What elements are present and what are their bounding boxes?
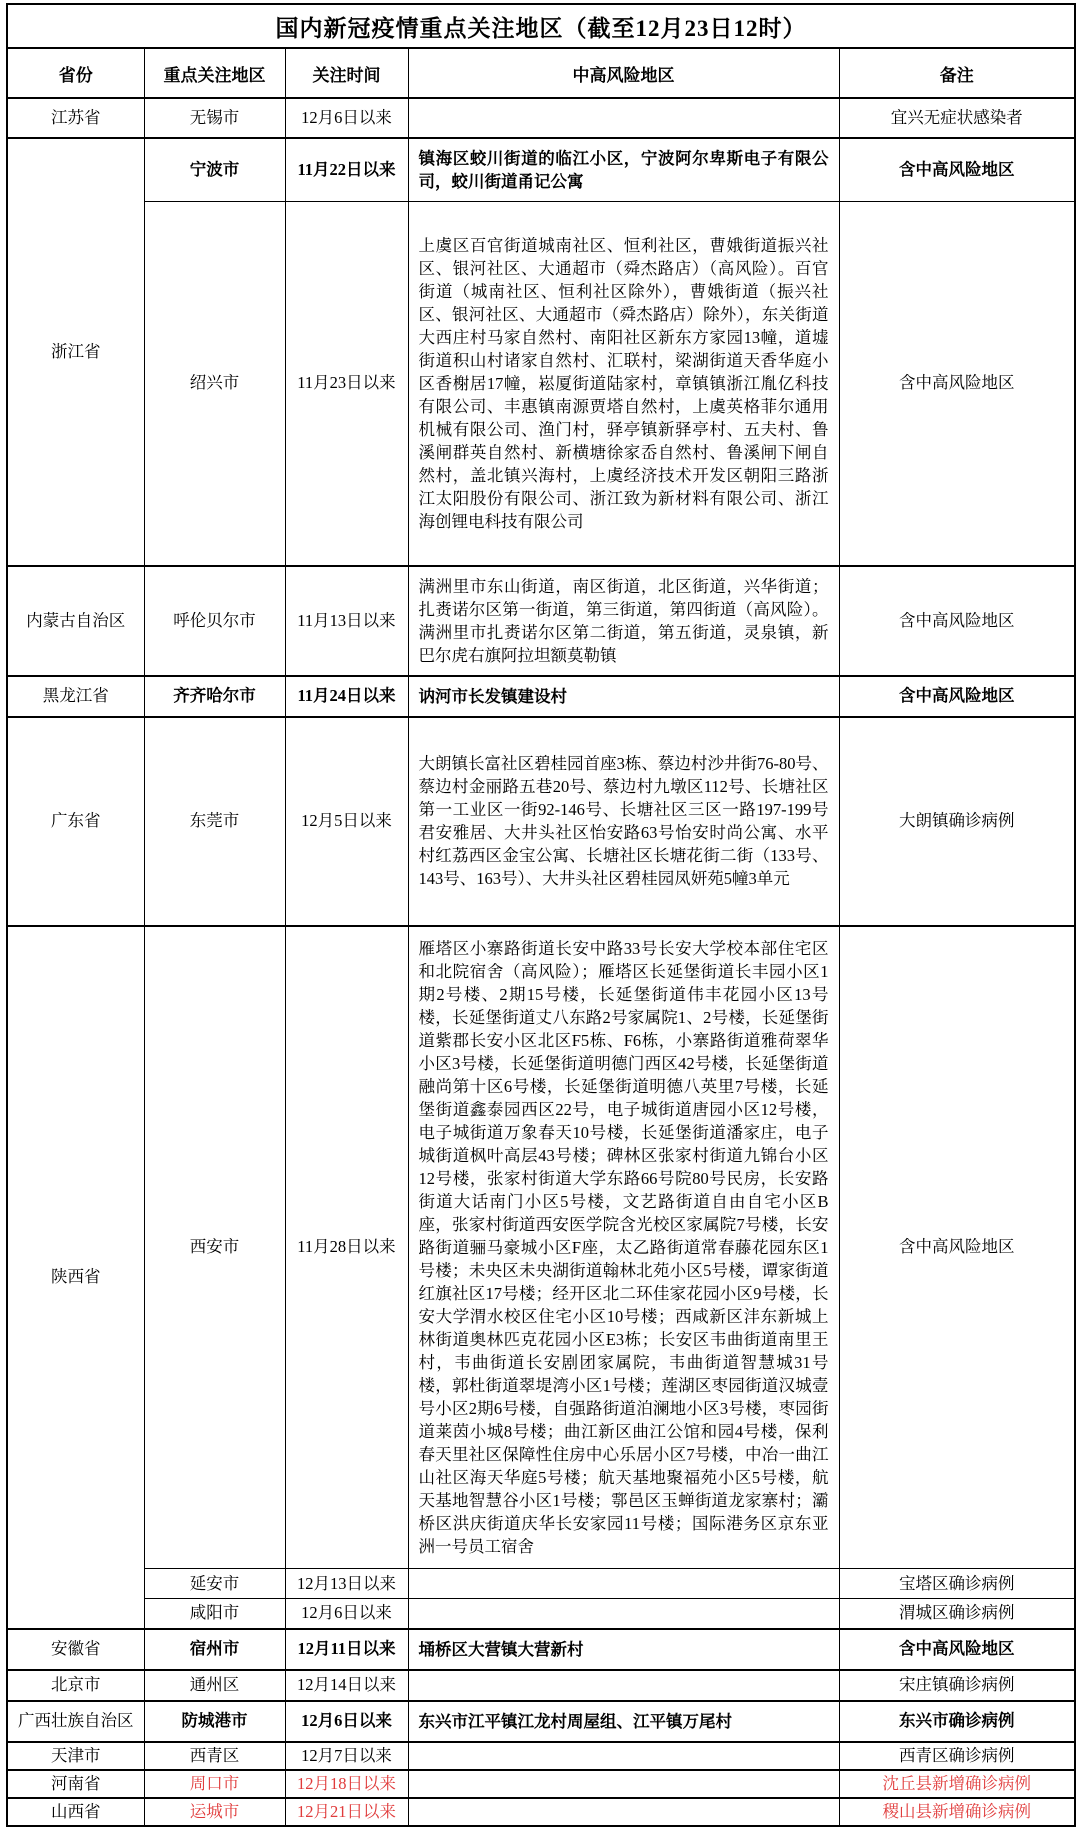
table-row (7, 1629, 1075, 1670)
table-row (7, 138, 1075, 202)
risk-areas-cell: 埇桥区大营镇大营新村 (408, 1629, 839, 1670)
risk-areas-cell: 大朗镇长富社区碧桂园首座3栋、蔡边村沙井街76-80号、蔡边村金丽路五巷20号、蔡边村九墩区112号、长塘社区第一工业区一街92-146号、长塘社区三区一路197-199号君安雅居、大井头社区怡安路63号怡安时尚公寓、水平村红荔西区金宝公寓、长塘社区长塘花街二街（133号、143号、163号）、大井头社区碧桂园凤妍苑5幢3单元 (408, 717, 839, 926)
risk-areas-cell (408, 1742, 839, 1770)
since-cell: 12月7日以来 (285, 1742, 408, 1770)
risk-areas-cell: 上虞区百官街道城南社区、恒利社区，曹娥街道振兴社区、银河社区、大通超市（舜杰路店）（高风险）。百官街道（城南社区、恒利社区除外），曹娥街道（振兴社区、银河社区、大通超市（舜杰路店）除外），东关街道大西庄村马家自然村、南阳社区新东方家园13幢，道墟街道积山村诸家自然村、汇联村，梁湖街道天香华庭小区香榭居17幢，崧厦街道陆家村，章镇镇浙江胤亿科技有限公司、丰惠镇南源贾塔自然村，上虞英格菲尔通用机械有限公司、渔门村，驿亭镇新驿亭村、五夫村、鲁溪闸群英自然村、新横塘徐家岙自然村、鲁溪闸下闸自然村，盖北镇兴海村，上虞经济技术开发区朝阳三路浙江太阳股份有限公司、浙江致为新材料有限公司、浙江海创锂电科技有限公司 (408, 202, 839, 566)
city-cell: 齐齐哈尔市 (144, 676, 285, 717)
note-cell: 含中高风险地区 (839, 138, 1075, 202)
since-cell: 11月13日以来 (285, 566, 408, 676)
covid-focus-table (6, 3, 1076, 1827)
risk-areas-cell: 讷河市长发镇建设村 (408, 676, 839, 717)
city-cell: 运城市 (144, 1798, 285, 1826)
note-cell: 含中高风险地区 (839, 676, 1075, 717)
province-cell: 广东省 (7, 717, 144, 926)
since-cell: 11月22日以来 (285, 138, 408, 202)
province-cell: 天津市 (7, 1742, 144, 1770)
risk-areas-cell (408, 1670, 839, 1701)
since-cell: 11月23日以来 (285, 202, 408, 566)
since-cell: 12月6日以来 (285, 1701, 408, 1742)
since-cell: 12月6日以来 (285, 98, 408, 138)
city-cell: 西青区 (144, 1742, 285, 1770)
table-row (7, 676, 1075, 717)
column-header-row (7, 48, 1075, 98)
table-row (7, 1670, 1075, 1701)
column-header-risk-areas: 中高风险地区 (408, 48, 839, 98)
since-cell: 12月5日以来 (285, 717, 408, 926)
table-row (7, 566, 1075, 676)
city-cell: 东莞市 (144, 717, 285, 926)
risk-areas-cell (408, 98, 839, 138)
table-row (7, 1798, 1075, 1826)
column-header-province: 省份 (7, 48, 144, 98)
city-cell: 西安市 (144, 926, 285, 1569)
since-cell: 12月14日以来 (285, 1670, 408, 1701)
since-cell: 12月6日以来 (285, 1599, 408, 1629)
city-cell: 延安市 (144, 1569, 285, 1599)
risk-areas-cell (408, 1770, 839, 1798)
since-cell: 12月13日以来 (285, 1569, 408, 1599)
note-cell: 宝塔区确诊病例 (839, 1569, 1075, 1599)
table-row (7, 1569, 1075, 1599)
column-header-note: 备注 (839, 48, 1075, 98)
note-cell: 沈丘县新增确诊病例 (839, 1770, 1075, 1798)
city-cell: 呼伦贝尔市 (144, 566, 285, 676)
note-cell: 大朗镇确诊病例 (839, 717, 1075, 926)
city-cell: 宁波市 (144, 138, 285, 202)
note-cell: 渭城区确诊病例 (839, 1599, 1075, 1629)
province-cell: 浙江省 (7, 138, 144, 566)
note-cell: 含中高风险地区 (839, 566, 1075, 676)
since-cell: 11月24日以来 (285, 676, 408, 717)
column-header-focus-time: 关注时间 (285, 48, 408, 98)
table-row (7, 98, 1075, 138)
risk-areas-cell: 满洲里市东山街道，南区街道，北区街道，兴华街道；扎赉诺尔区第一街道，第三街道，第四街道（高风险）。满洲里市扎赉诺尔区第二街道，第五街道，灵泉镇，新巴尔虎右旗阿拉坦额莫勒镇 (408, 566, 839, 676)
city-cell: 无锡市 (144, 98, 285, 138)
province-cell: 陕西省 (7, 926, 144, 1629)
note-cell: 宋庄镇确诊病例 (839, 1670, 1075, 1701)
table-row (7, 1701, 1075, 1742)
table-row (7, 1599, 1075, 1629)
risk-areas-cell (408, 1599, 839, 1629)
page-title: 国内新冠疫情重点关注地区（截至12月23日12时） (7, 4, 1075, 48)
risk-areas-cell: 东兴市江平镇江龙村周屋组、江平镇万尾村 (408, 1701, 839, 1742)
city-cell: 绍兴市 (144, 202, 285, 566)
province-cell: 广西壮族自治区 (7, 1701, 144, 1742)
note-cell: 稷山县新增确诊病例 (839, 1798, 1075, 1826)
since-cell: 11月28日以来 (285, 926, 408, 1569)
province-cell: 山西省 (7, 1798, 144, 1826)
table-row (7, 1742, 1075, 1770)
city-cell: 宿州市 (144, 1629, 285, 1670)
since-cell: 12月21日以来 (285, 1798, 408, 1826)
risk-areas-cell (408, 1569, 839, 1599)
note-cell: 宜兴无症状感染者 (839, 98, 1075, 138)
note-cell: 东兴市确诊病例 (839, 1701, 1075, 1742)
note-cell: 含中高风险地区 (839, 926, 1075, 1569)
province-cell: 内蒙古自治区 (7, 566, 144, 676)
note-cell: 含中高风险地区 (839, 202, 1075, 566)
note-cell: 西青区确诊病例 (839, 1742, 1075, 1770)
table-row (7, 926, 1075, 1569)
table-row (7, 717, 1075, 926)
province-cell: 黑龙江省 (7, 676, 144, 717)
province-cell: 河南省 (7, 1770, 144, 1798)
risk-areas-cell: 镇海区蛟川街道的临江小区，宁波阿尔卑斯电子有限公司，蛟川街道甬记公寓 (408, 138, 839, 202)
risk-areas-cell: 雁塔区小寨路街道长安中路33号长安大学校本部住宅区和北院宿舍（高风险）；雁塔区长延堡街道长丰园小区1期2号楼、2期15号楼，长延堡街道伟丰花园小区13号楼，长延堡街道丈八东路2号家属院1、2号楼，长延堡街道紫郡长安小区北区F5栋、F6栋，小寨路街道雅荷翠华小区3号楼，长延堡街道明德门西区42号楼，长延堡街道融尚第十区6号楼，长延堡街道明德八英里7号楼，长延堡街道鑫泰园西区22号，电子城街道唐园小区12号楼，电子城街道万象春天10号楼，长延堡街道潘家庄，电子城街道枫叶高层43号楼；碑林区张家村街道九锦台小区12号楼，张家村街道大学东路66号院80号民房，长安路街道大话南门小区5号楼，文艺路街道自由自宅小区B座，张家村街道西安医学院含光校区家属院7号楼，长安路街道骊马豪城小区F座，太乙路街道常春藤花园东区1号楼；未央区未央湖街道翰林北苑小区5号楼，谭家街道红旗社区17号楼；经开区北二环佳家花园小区9号楼，长安大学渭水校区住宅小区10号楼；西咸新区沣东新城上林街道奥林匹克花园小区E3栋；长安区韦曲街道南里王村，韦曲街道长安剧团家属院，韦曲街道智慧城31号楼，郭杜街道翠堤湾小区1号楼；莲湖区枣园街道汉城壹号小区2期6号楼，自强路街道泊澜地小区3号楼，枣园街道莱茵小城8号楼；曲江新区曲江公馆和园4号楼，保利春天里社区保障性住房中心乐居小区7号楼，中冶一曲江山社区海天华庭5号楼；航天基地聚福苑小区5号楼，航天基地智慧谷小区1号楼；鄠邑区玉蝉街道龙家寨村；灞桥区洪庆街道庆华长安家园11号楼；国际港务区京东亚洲一号员工宿舍 (408, 926, 839, 1569)
title-row (7, 4, 1075, 48)
province-cell: 北京市 (7, 1670, 144, 1701)
city-cell: 防城港市 (144, 1701, 285, 1742)
province-cell: 安徽省 (7, 1629, 144, 1670)
table-row (7, 1770, 1075, 1798)
table-row (7, 202, 1075, 566)
note-cell: 含中高风险地区 (839, 1629, 1075, 1670)
since-cell: 12月11日以来 (285, 1629, 408, 1670)
column-header-focus-area: 重点关注地区 (144, 48, 285, 98)
risk-areas-cell (408, 1798, 839, 1826)
city-cell: 周口市 (144, 1770, 285, 1798)
city-cell: 通州区 (144, 1670, 285, 1701)
since-cell: 12月18日以来 (285, 1770, 408, 1798)
province-cell: 江苏省 (7, 98, 144, 138)
city-cell: 咸阳市 (144, 1599, 285, 1629)
